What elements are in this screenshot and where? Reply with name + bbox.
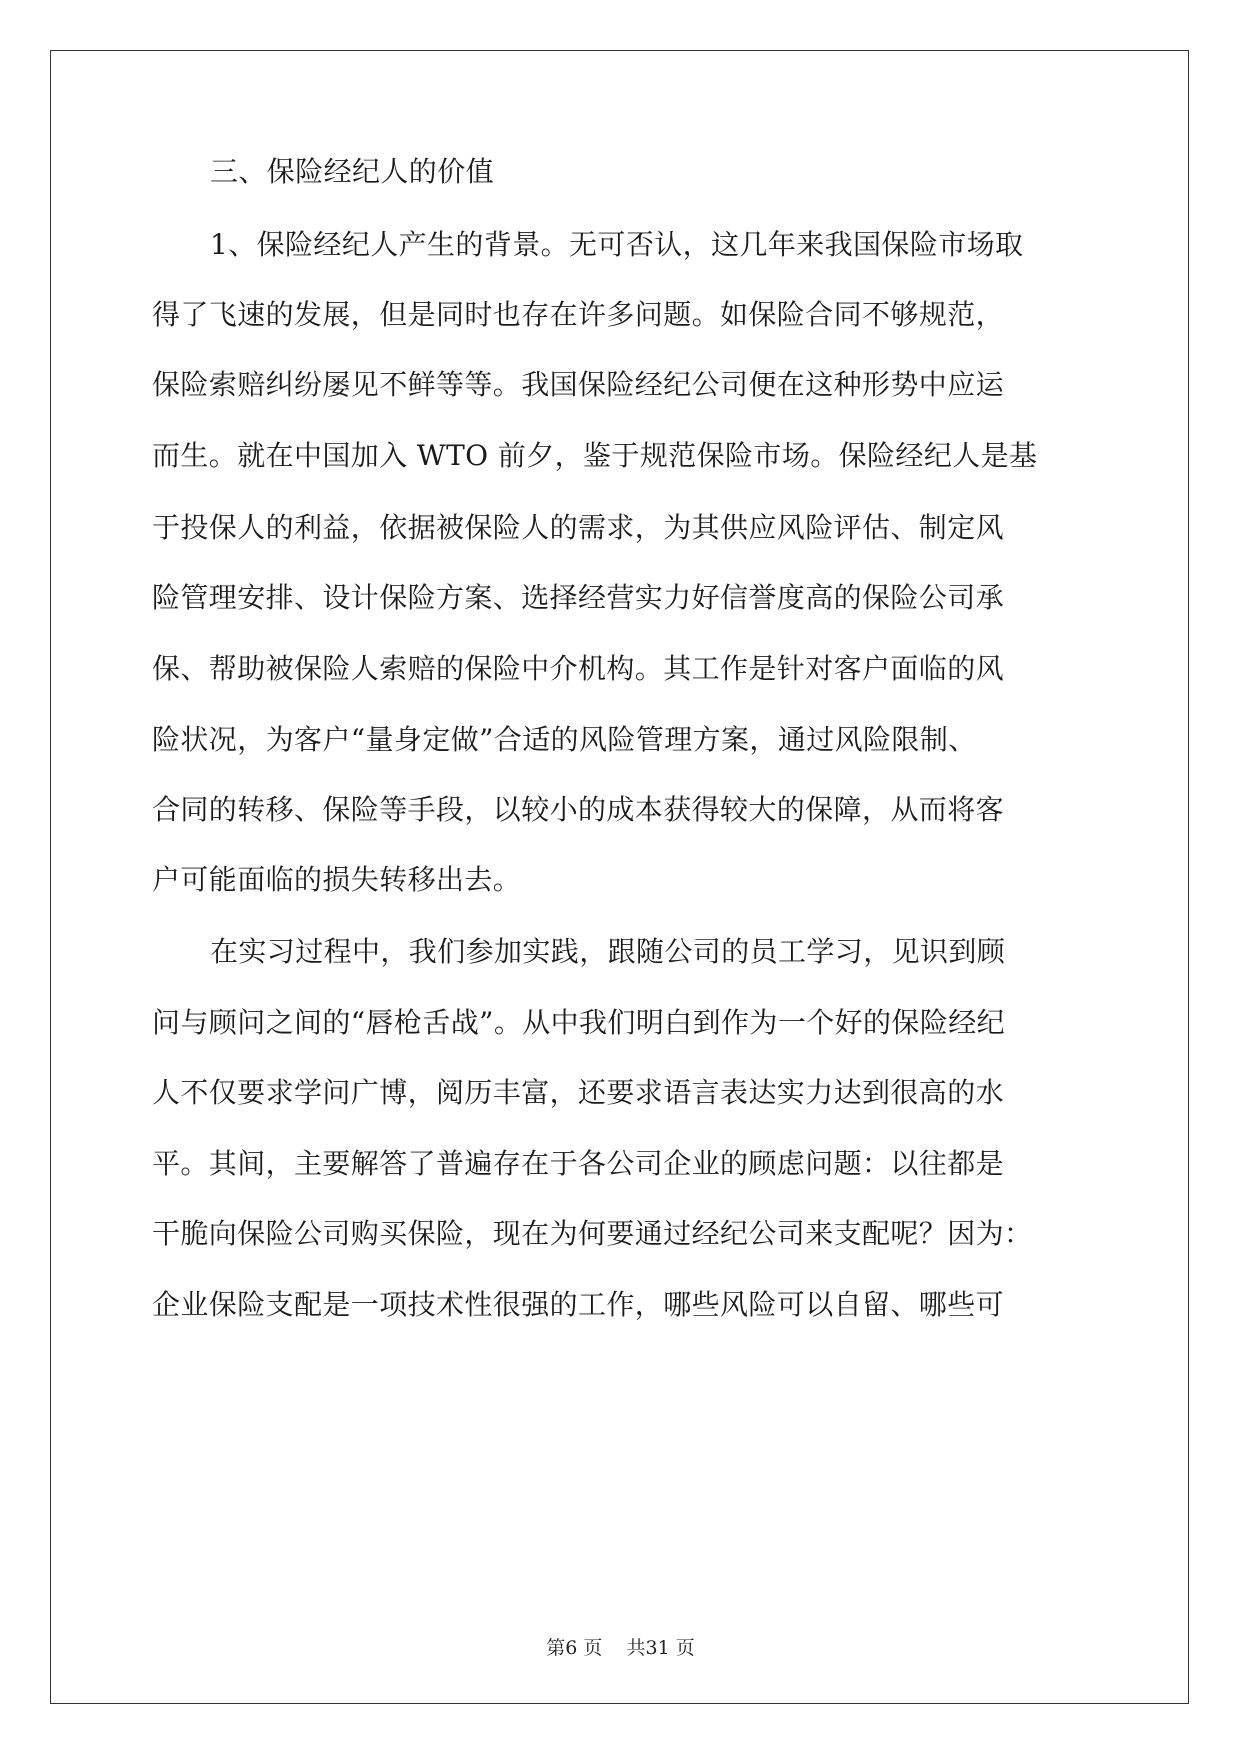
paragraph-line: 1、保险经纪人产生的背景。无可否认，这几年来我国保险市场取	[210, 228, 1024, 261]
paragraph-line: 于投保人的利益，依据被保险人的需求，为其供应风险评估、制定风	[152, 511, 1005, 544]
paragraph-line: 干脆向保险公司购买保险，现在为何要通过经纪公司来支配呢？因为：	[152, 1217, 1033, 1250]
page-footer	[0, 1633, 1241, 1660]
total-prefix: 共	[626, 1637, 646, 1659]
paragraph-line: 保险索赔纠纷屡见不鲜等等。我国保险经纪公司便在这种形势中应运	[152, 368, 1005, 401]
paragraph-line: 险状况，为客户“量身定做”合适的风险管理方案，通过风险限制、	[152, 723, 977, 756]
page-number: 6	[565, 1637, 578, 1659]
total-suffix: 页	[675, 1637, 695, 1659]
paragraph-line: 人不仅要求学问广博，阅历丰富，还要求语言表达实力达到很高的水	[152, 1076, 1005, 1109]
page-suffix: 页	[583, 1637, 603, 1659]
section-heading: 三、保险经纪人的价值	[210, 155, 495, 188]
total-pages: 31	[645, 1637, 670, 1659]
paragraph-line: 户可能面临的损失转移出去。	[152, 863, 522, 896]
paragraph-line: 在实习过程中，我们参加实践，跟随公司的员工学习，见识到顾	[210, 935, 1006, 968]
paragraph-line: 企业保险支配是一项技术性很强的工作，哪些风险可以自留、哪些可	[152, 1288, 1005, 1321]
paragraph-line: 得了飞速的发展，但是同时也存在许多问题。如保险合同不够规范，	[152, 298, 1005, 331]
paragraph-line: 险管理安排、设计保险方案、选择经营实力好信誉度高的保险公司承	[152, 581, 1005, 614]
paragraph-line: 保、帮助被保险人索赔的保险中介机构。其工作是针对客户面临的风	[152, 652, 1005, 685]
paragraph-line: 合同的转移、保险等手段，以较小的成本获得较大的保障，从而将客	[152, 793, 1005, 826]
paragraph-line: 而生。就在中国加入 WTO 前夕，鉴于规范保险市场。保险经纪人是基	[152, 439, 1038, 472]
paragraph-line: 问与顾问之间的“唇枪舌战”。从中我们明白到作为一个好的保险经纪	[152, 1006, 1006, 1039]
page-prefix: 第	[546, 1637, 566, 1659]
paragraph-line: 平。其间，主要解答了普遍存在于各公司企业的顾虑问题：以往都是	[152, 1147, 1005, 1180]
